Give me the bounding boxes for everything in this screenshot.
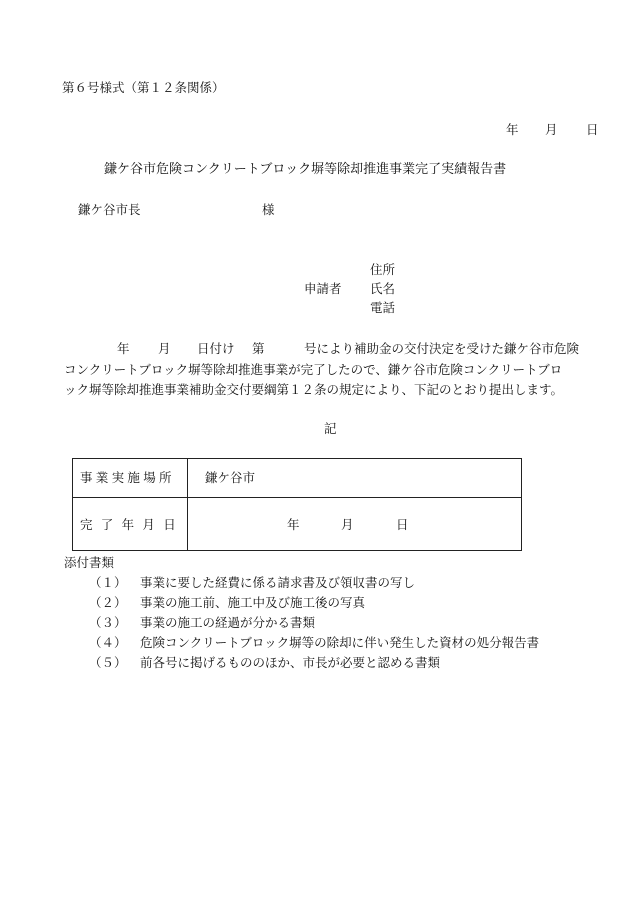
attachment-num: （２）	[89, 595, 127, 610]
date-day-label: 日	[586, 122, 599, 137]
ki-marker: 記	[324, 421, 337, 436]
applicant-name-label: 氏名	[370, 281, 396, 296]
date-month-label: 月	[545, 122, 558, 137]
details-table	[72, 458, 522, 551]
addressee-name: 鎌ケ谷市長	[78, 202, 141, 217]
form-number: 第６号様式（第１２条関係）	[62, 80, 225, 95]
addressee-honorific: 様	[262, 202, 275, 217]
attachment-text: 事業の施工の経過が分かる書類	[140, 615, 316, 630]
completion-day: 日	[396, 517, 409, 532]
site-label: 事業実施場所	[80, 470, 175, 485]
body-year: 年	[117, 341, 130, 356]
attachment-text: 危険コンクリートブロック塀等の除却に伴い発生した資材の処分報告書	[140, 635, 540, 650]
completion-date-label: 完了年月日	[80, 517, 185, 532]
attachment-text: 前各号に掲げるもののほか、市長が必要と認める書類	[140, 655, 441, 670]
attachment-num: （３）	[89, 615, 127, 630]
body-day-dated: 日付け	[197, 341, 235, 356]
site-value: 鎌ケ谷市	[205, 470, 256, 485]
table-divider	[187, 459, 188, 550]
attachment-text: 事業に要した経費に係る請求書及び領収書の写し	[140, 575, 416, 590]
body-no: 第	[252, 341, 265, 356]
attachment-num: （１）	[89, 575, 127, 590]
attachments-heading: 添付書類	[64, 555, 115, 570]
attachment-num: （４）	[89, 635, 127, 650]
attachment-num: （５）	[89, 655, 127, 670]
attachment-text: 事業の施工前、施工中及び施工後の写真	[140, 595, 366, 610]
body-line2: コンクリートブロック塀等除却推進事業が完了したので、鎌ケ谷市危険コンクリートブロ	[64, 362, 563, 377]
completion-month: 月	[341, 517, 354, 532]
applicant-address-label: 住所	[370, 262, 396, 277]
body-line1-text: 号により補助金の交付決定を受けた鎌ケ谷市危険	[304, 341, 580, 356]
applicant-label: 申請者	[304, 281, 342, 296]
body-month: 月	[158, 341, 171, 356]
date-year-label: 年	[506, 122, 519, 137]
body-line3: ック塀等除却推進事業補助金交付要綱第１２条の規定により、下記のとおり提出します。	[64, 382, 564, 397]
applicant-phone-label: 電話	[370, 300, 396, 315]
completion-year: 年	[287, 517, 300, 532]
document-title: 鎌ケ谷市危険コンクリートブロック塀等除却推進事業完了実績報告書	[104, 162, 507, 177]
